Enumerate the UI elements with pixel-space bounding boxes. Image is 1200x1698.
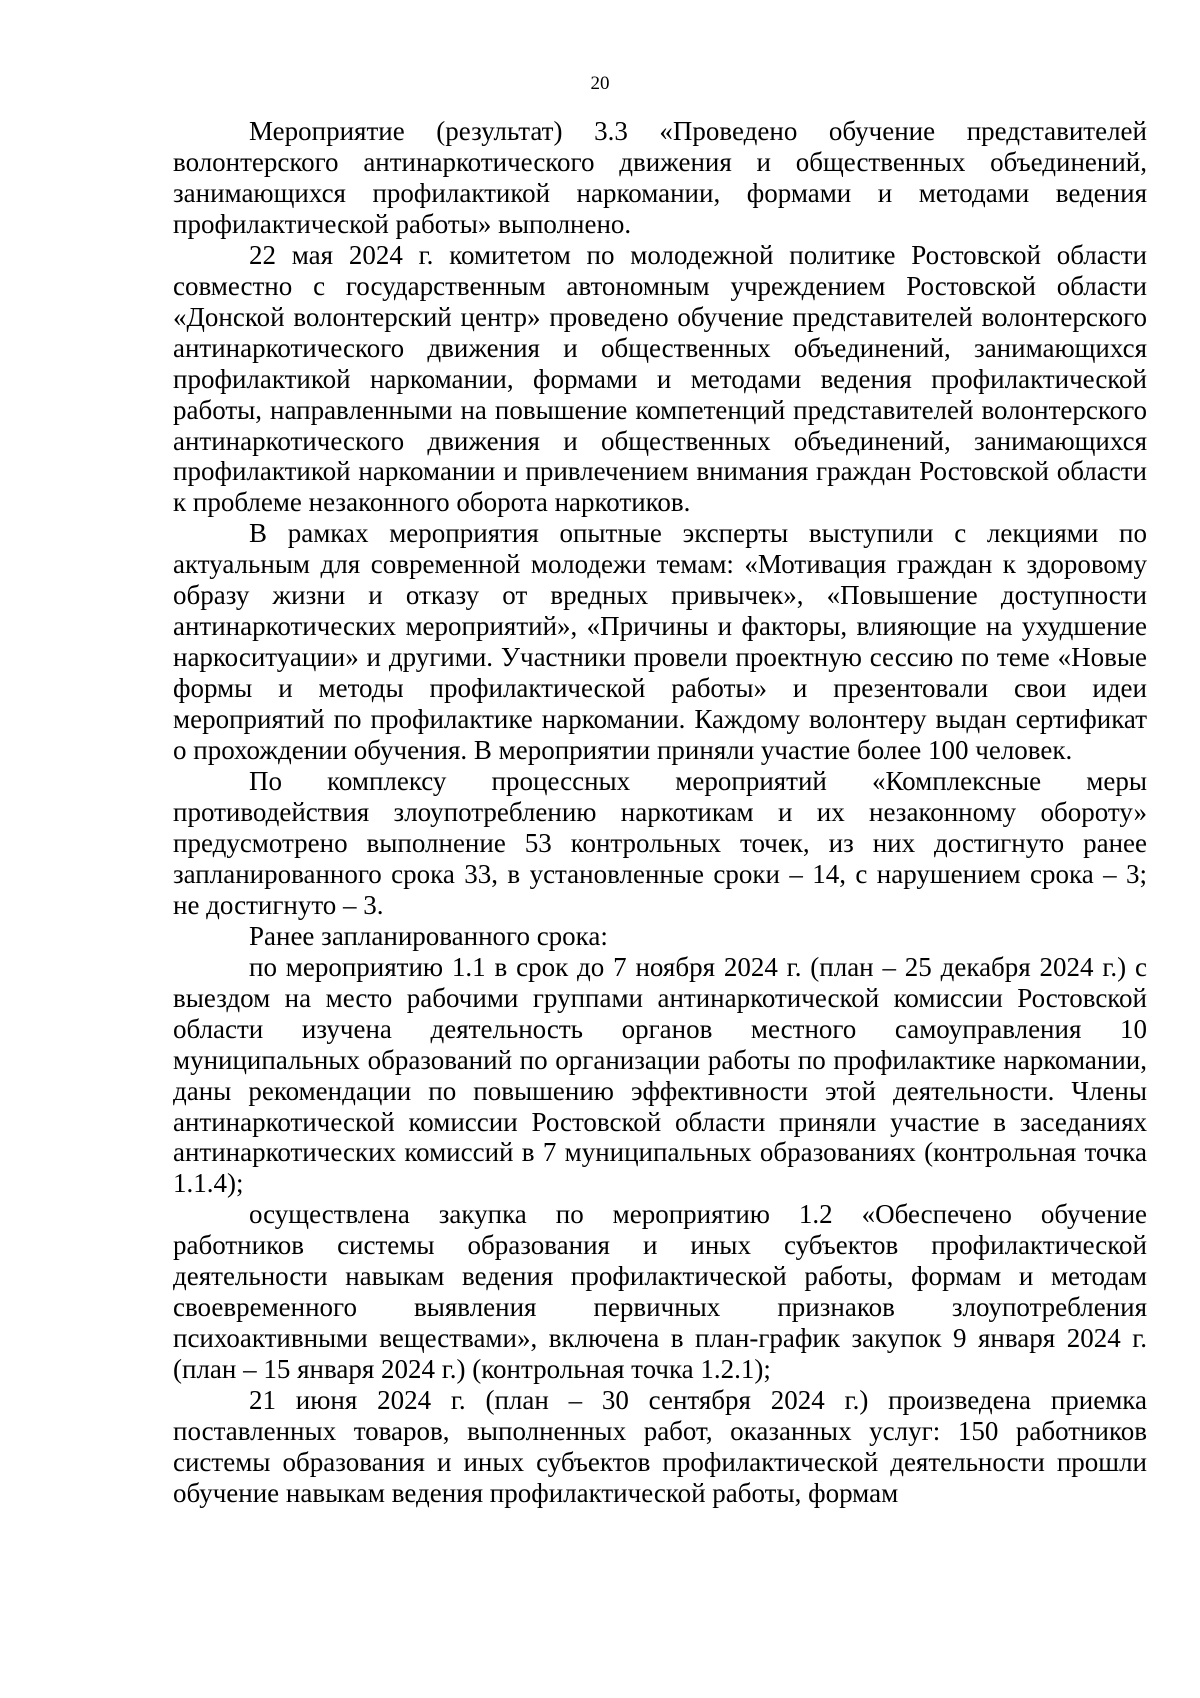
paragraph-training-may-22: 22 мая 2024 г. комитетом по молодежной политике Ростовской области совместно с государственным автономным учреждением Ростовской области «Донской волонтерский центр» проведено обучение представителей волонтерского антинаркотического движения и общественных объединений, занимающихся профилактикой наркомании, формами и методами ведения профилактической работы, направленными на повышение компетенций представителей волонтерского антинаркотического движения и общественных объединений, занимающихся профилактикой наркомании и привлечением внимания граждан Ростовской области к проблеме незаконного оборота наркотиков. [173,239,1147,518]
page-number: 20 [590,73,610,94]
paragraph-event-3-3: Мероприятие (результат) 3.3 «Проведено обучение представителей волонтерского антинаркотического движения и общественных объединений, занимающихся профилактикой наркомании, формами и методами ведения профилактической работы» выполнено. [173,116,1147,239]
paragraph-control-points-summary: По комплексу процессных мероприятий «Комплексные меры противодействия злоупотреблению наркотикам и их незаконному обороту» предусмотрено выполнение 53 контрольных точек, из них достигнуто ранее запланированного срока 33, в установленные сроки – 14, с нарушением срока – 3; не достигнуто – 3. [173,766,1147,920]
document-body [173,116,1147,1509]
paragraph-event-1-2-procurement: осуществлена закупка по мероприятию 1.2 «Обеспечено обучение работников системы образования и иных субъектов профилактической деятельности навыкам ведения профилактической работы, формам и методам своевременного выявления первичных признаков злоупотребления психоактивными веществами», включена в план-график закупок 9 января 2024 г. (план – 15 января 2024 г.) (контрольная точка 1.2.1); [173,1199,1147,1385]
paragraph-event-1-1: по мероприятию 1.1 в срок до 7 ноября 2024 г. (план – 25 декабря 2024 г.) с выездом на место рабочими группами антинаркотической комиссии Ростовской области изучена деятельность органов местного самоуправления 10 муниципальных образований по организации работы по профилактике наркомании, даны рекомендации по повышению эффективности этой деятельности. Члены антинаркотической комиссии Ростовской области приняли участие в заседаниях антинаркотических комиссий в 7 муниципальных образованиях (контрольная точка 1.1.4); [173,951,1147,1199]
paragraph-lectures: В рамках мероприятия опытные эксперты выступили с лекциями по актуальным для современной молодежи темам: «Мотивация граждан к здоровому образу жизни и отказу от вредных привычек», «Повышение доступности антинаркотических мероприятий», «Причины и факторы, влияющие на ухудшение наркоситуации» и другими. Участники провели проектную сессию по теме «Новые формы и методы профилактической работы» и презентовали свои идеи мероприятий по профилактике наркомании. Каждому волонтеру выдан сертификат о прохождении обучения. В мероприятии приняли участие более 100 человек. [173,518,1147,766]
paragraph-acceptance-june-21: 21 июня 2024 г. (план – 30 сентября 2024 г.) произведена приемка поставленных товаров, выполненных работ, оказанных услуг: 150 работников системы образования и иных субъектов профилактической деятельности прошли обучение навыкам ведения профилактической работы, формам [173,1385,1147,1508]
paragraph-ahead-of-schedule-heading: Ранее запланированного срока: [249,920,608,951]
